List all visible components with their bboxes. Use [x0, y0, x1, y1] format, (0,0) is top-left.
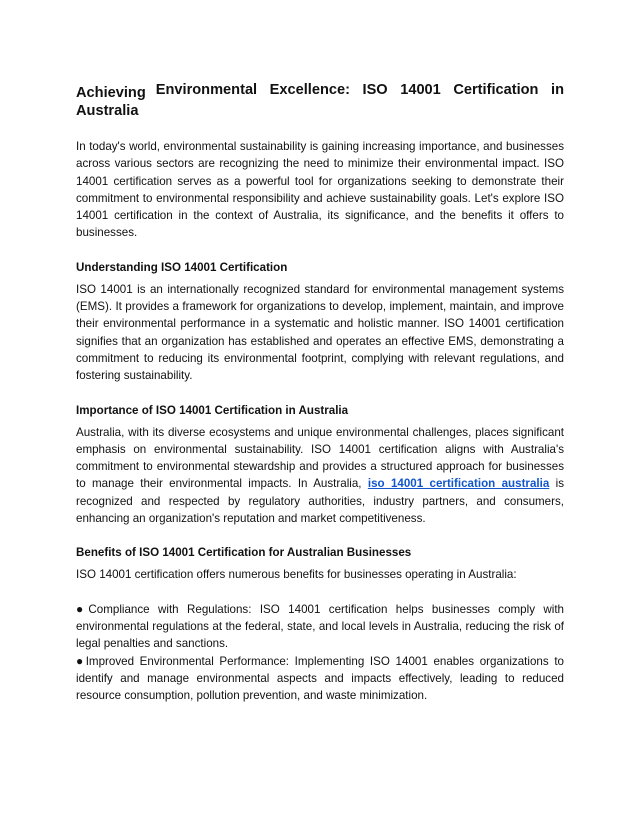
list-item-text: Compliance with Regulations: ISO 14001 certification helps businesses comply with environmental regulations at the federal, state, and local levels in Australia, reducing the risk of legal penalties and sanctions.: [76, 602, 564, 651]
section-heading-importance: Importance of ISO 14001 Certification in Australia: [76, 403, 349, 417]
bullet-icon: ●: [76, 653, 86, 668]
list-item: [76, 653, 564, 705]
title-part-2: Environmental Excellence: ISO 14001 Certification in Australia: [76, 82, 564, 119]
benefits-list: [76, 601, 564, 705]
title-part-1: Achieving: [76, 85, 146, 101]
importance-text-after: is recognized and respected by regulatory authorities, industry partners, and consumers, enhancing an organization's reputation and market competitiveness.: [76, 477, 564, 526]
section-heading-benefits: Benefits of ISO 14001 Certification for Australian Businesses: [76, 546, 412, 560]
intro-paragraph: In today's world, environmental sustainability is gaining increasing importance, and businesses across various sectors are recognizing the need to minimize their environmental impact. ISO 14001 certification serves as a powerful tool for organizations seeking to demonstrate their commitment to environmental responsibility and achieve sustainability goals. Let's explore ISO 14001 certification in the context of Australia, its significance, and the benefits it offers to businesses.: [76, 140, 564, 240]
list-item-text: Improved Environmental Performance: Implementing ISO 14001 enables organizations to identify and manage environmental aspects and impacts effectively, leading to reduced resource consumption, pollution prevention, and waste minimization.: [76, 654, 564, 703]
document-page: [76, 80, 564, 704]
section-body-importance: [76, 424, 564, 528]
importance-text-before: Australia, with its diverse ecosystems and unique environmental challenges, places significant emphasis on environmental sustainability. ISO 14001 certification aligns with Australia's commitment to environmental stewardship and provides a structured approach for businesses to manage their environmental impacts. In Australia,: [76, 425, 564, 491]
section-intro-benefits: ISO 14001 certification offers numerous benefits for businesses operating in Australia:: [76, 568, 517, 582]
iso-certification-link[interactable]: iso 14001 certification australia: [367, 477, 550, 491]
bullet-icon: ●: [76, 601, 89, 616]
list-item: [76, 601, 564, 653]
page-title: [76, 80, 564, 122]
section-body-understanding: ISO 14001 is an internationally recognized standard for environmental management systems (EMS). It provides a framework for organizations to develop, implement, maintain, and improve their environmental performance in a systematic and holistic manner. ISO 14001 certification signifies that an organization has established and operates an effective EMS, demonstrating a commitment to reducing its environmental footprint, complying with relevant regulations, and fostering sustainability.: [76, 282, 564, 383]
section-heading-understanding: Understanding ISO 14001 Certification: [76, 260, 288, 274]
